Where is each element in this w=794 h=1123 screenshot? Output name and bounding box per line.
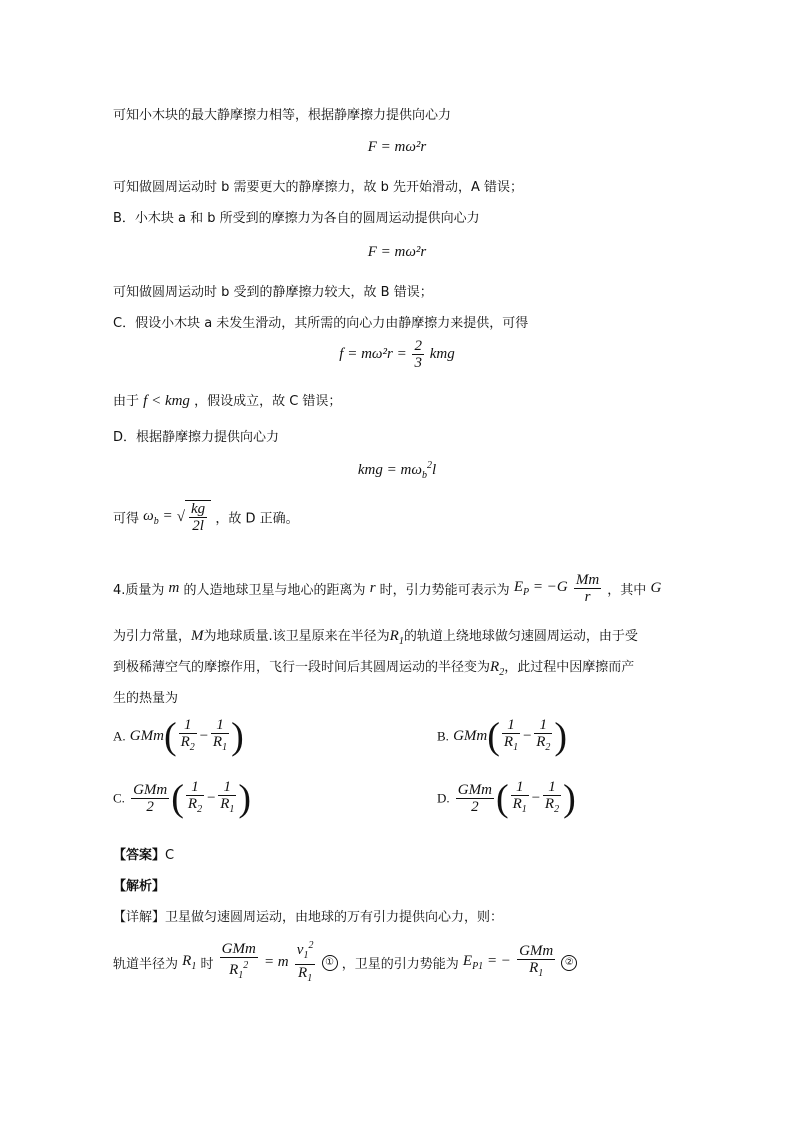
answer-line: 【答案】C (113, 848, 175, 863)
text-line: 可知小木块的最大静摩擦力相等，根据静摩擦力提供向心力 (113, 108, 452, 123)
formula-text: f = mω²r = (339, 345, 407, 362)
formula-centripetal (0, 139, 794, 156)
option-a: A. GMm( $\frac{1}{R_2}$ − $\frac{1}{R_1}$ ) (113, 715, 244, 758)
detail-line: 【详解】卫星做匀速圆周运动，由地球的万有引力提供向心力，则： (113, 910, 504, 925)
formula-text: F = mω²r (367, 139, 427, 155)
text-line: B．小木块 a 和 b 所受到的摩擦力为各自的圆周运动提供向心力 (113, 211, 480, 226)
text-line: 可知做圆周运动时 b 需要更大的静摩擦力，故 b 先开始滑动，A 错误； (113, 180, 524, 195)
circled-number: ① (322, 955, 338, 971)
option-b: B. GMm( $\frac{1}{R_1}$ − $\frac{1}{R_2}$ ) (437, 715, 568, 758)
text-line: D．根据静摩擦力提供向心力 (113, 430, 280, 445)
formula-friction (0, 338, 794, 371)
fraction: $\frac{Mm}{r}$ (575, 572, 600, 605)
formula-centripetal (0, 244, 794, 261)
fraction: $\frac{2}{3}$ (414, 338, 422, 371)
text-line: 可得 $\omega_b$ = √ $\frac{kg}{2l}$ ，故 D 正确。 (113, 501, 299, 534)
final-line: 轨道半径为 $R_1$ 时 $\frac{\text{GMm}}{R_1^2}$ = m $\frac{v_1^2}{R_1}$ ① ，卫星的引力势能为 $E_{P1}$ = − $\frac{\text{GMm}}{R_1}$ ② (113, 938, 577, 987)
question-4-line-3: 到极稀薄空气的摩擦作用，飞行一段时间后其圆周运动的半径变为$R_2$，此过程中因摩擦而产 (113, 659, 635, 678)
option-d: D. $\frac{\text{GMm}}{2}$ ( $\frac{1}{R_1}$ − $\frac{1}{R_2}$ ) (437, 777, 576, 820)
formula-d: kmg = $m\omega_b^2l$ (357, 460, 437, 481)
question-4-line-1: 4.质量为 m 的人造地球卫星与地心的距离为 r 时，引力势能可表示为 $E_P = -G$ $\frac{Mm}{r}$ ，其中 G (113, 572, 662, 605)
text-line: 可知做圆周运动时 b 受到的静摩擦力较大，故 B 错误； (113, 285, 433, 300)
formula-text: F = mω²r (367, 244, 427, 260)
question-4-line-2: 为引力常量，M为地球质量.该卫星原来在半径为$R_1$的轨道上绕地球做匀速圆周运动，由于受 (113, 628, 638, 647)
sqrt: √ $\frac{kg}{2l}$ (177, 500, 211, 534)
text-line: 由于 f < kmg ，假设成立，故 C 错误； (113, 393, 342, 409)
text-line: C．假设小木块 a 未发生滑动，其所需的向心力由静摩擦力来提供，可得 (113, 316, 529, 331)
formula-text: kmg (429, 345, 455, 362)
option-c: C. $\frac{\text{GMm}}{2}$ ( $\frac{1}{R_2}$ − $\frac{1}{R_1}$ ) (113, 777, 252, 820)
question-4-line-4: 生的热量为 (113, 691, 179, 706)
circled-number: ② (561, 955, 577, 971)
analysis-tag: 【解析】 (113, 879, 166, 894)
